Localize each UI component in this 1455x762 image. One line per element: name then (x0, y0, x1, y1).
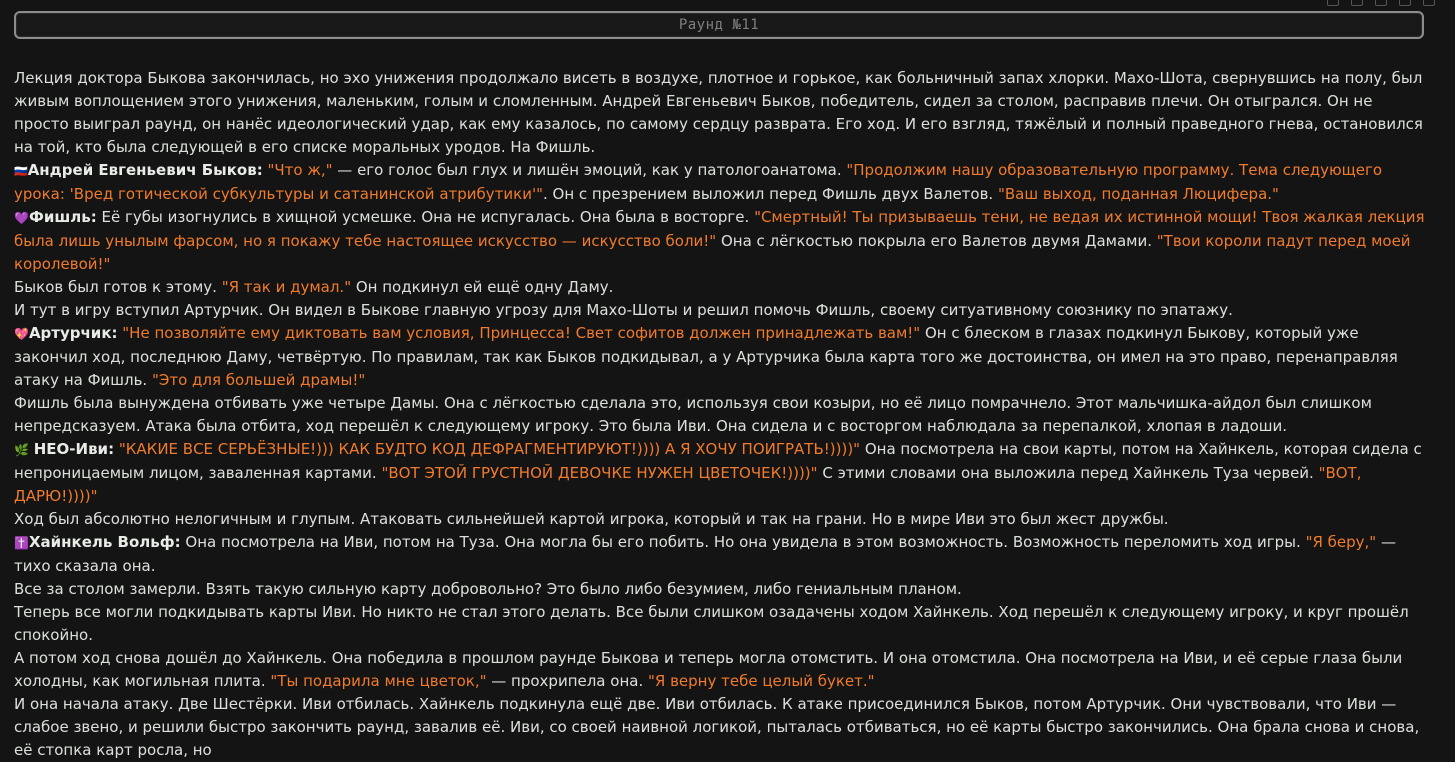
quote: "Я беру," (1305, 533, 1377, 551)
quote: "Я так и думал." (221, 278, 352, 296)
paragraph (14, 159, 1428, 206)
paragraph: Лекция доктора Быкова закончилась, но эхо унижения продолжало висеть в воздухе, плотное и горькое, как больничный запах хлорки. Махо-Шота, свернувшись на полу, был живым воплощением этого унижения, маленьким, голым и сломленным. Андрей Евгеньевич Быков, победитель, сидел за столом, расправив плечи. Он отыгрался. Он не просто выиграл раунд, он нанёс идеологический удар, как ему казалось, по самому сердцу разврата. Его ход. И его взгляд, тяжёлый и полный праведного гнева, остановился на той, кто была следующей в его списке моральных уродов. На Фишль. (14, 69, 1423, 156)
paragraph: Все за столом замерли. Взять такую сильную карту добровольно? Это было либо безумием, либо гениальным планом. (14, 580, 962, 598)
paragraph (14, 206, 1428, 276)
paragraph (14, 438, 1428, 508)
story-text (14, 67, 1428, 762)
control-icon[interactable] (1351, 0, 1363, 6)
round-banner (14, 11, 1424, 39)
quote: "Продолжим нашу образовательную программу. Тема следующего урока: 'Вред готической субкультуры и сатанинской атрибутики'" (14, 161, 1383, 203)
window-controls (1327, 0, 1435, 6)
quote: "Ваш выход, поданная Люцифера." (997, 185, 1279, 203)
paragraph (14, 276, 1428, 299)
narration: Он с блеском в глазах подкинул Быкову, который уже закончил ход, последнюю Даму, четвёртую. По правилам, так как Быков подкидывал, а у Артурчика была карта того же достоинства, он имел на это право, перенаправляя атаку на Фишль. (14, 324, 1398, 389)
control-icon[interactable] (1399, 0, 1411, 6)
quote: "Что ж," (267, 161, 333, 179)
paragraph: И тут в игру вступил Артурчик. Он видел в Быкове главную угрозу для Махо-Шоты и решил помочь Фишль, своему ситуативному союзнику по эпатажу. (14, 301, 1233, 319)
speaker-name: Андрей Евгеньевич Быков: (27, 161, 263, 179)
speaker-name: Артурчик: (28, 324, 118, 342)
narration: . Он с презрением выложил перед Фишль двух Валетов. (542, 185, 998, 203)
purple-heart-icon: 💜 (14, 211, 29, 225)
narration: Она посмотрела на Иви, потом на Туза. Она могла бы его побить. Но она увидела в этом возможность. Возможность переломить ход игры. (180, 533, 1306, 551)
narration: Её губы изогнулись в хищной усмешке. Она не испугалась. Она была в восторге. (96, 208, 755, 226)
paragraph (14, 647, 1428, 693)
narration: Быков был готов к этому. (14, 278, 222, 296)
quote: "КАКИЕ ВСЕ СЕРЬЁЗНЫЕ!))) КАК БУДТО КОД ДЕФРАГМЕНТИРУЮТ!)))) А Я ХОЧУ ПОИГРАТЬ!))))" (118, 440, 861, 458)
latin-cross-icon: ✝️ (14, 536, 29, 550)
narration: — тихо сказала она. (14, 533, 1396, 575)
round-title: Раунд №11 (678, 17, 760, 33)
quote: "Твои короли падут перед моей королевой!" (14, 232, 1411, 273)
paragraph (14, 322, 1428, 392)
control-icon[interactable] (1375, 0, 1387, 6)
speaker-name: Хайнкель Вольф: (28, 533, 181, 551)
top-window-strip (0, 0, 1455, 10)
speaker-name: НЕО-Иви: (33, 440, 115, 458)
quote: "Не позволяйте ему диктовать вам условия, Принцесса! Свет софитов должен принадлежать вам!" (122, 324, 921, 342)
control-icon[interactable] (1327, 0, 1339, 6)
herb-icon: 🌿 (14, 443, 29, 457)
quote: "ВОТ, ДАРЮ!))))" (14, 464, 1362, 505)
narration: — прохрипела она. (486, 672, 648, 690)
paragraph: Ход был абсолютно нелогичным и глупым. Атаковать сильнейшей картой игрока, который и так на грани. Но в мире Иви это был жест дружбы. (14, 510, 1169, 528)
narration: Она с лёгкостью покрыла его Валетов двумя Дамами. (716, 232, 1157, 250)
paragraph: Теперь все могли подкидывать карты Иви. Но никто не стал этого делать. Все были слишком озадачены ходом Хайнкель. Ход перешёл к следующему игроку, и круг прошёл спокойно. (14, 603, 1409, 644)
quote: "Я верну тебе целый букет." (647, 672, 875, 690)
russia-flag-icon: 🇷🇺 (14, 165, 28, 178)
control-icon[interactable] (1423, 0, 1435, 6)
quote: "Ты подарила мне цветок," (270, 672, 487, 690)
quote: "Это для большей драмы!" (151, 371, 366, 389)
narration: С этими словами она выложила перед Хайнкель Туза червей. (817, 464, 1319, 482)
paragraph: Фишль была вынуждена отбивать уже четыре Дамы. Она с лёгкостью сделала это, используя свои козыри, но её лицо помрачнело. Этот мальчишка-айдол был слишком непредсказуем. Атака была отбита, ход перешёл к следующему игроку. Это была Иви. Она сидела и с восторгом наблюдала за перепалкой, хлопая в ладоши. (14, 394, 1372, 435)
quote: "ВОТ ЭТОЙ ГРУСТНОЙ ДЕВОЧКЕ НУЖЕН ЦВЕТОЧЕК!))))" (381, 464, 818, 482)
sparkling-heart-icon: 💖 (14, 327, 29, 341)
narration: — его голос был глух и лишён эмоций, как у патологоанатома. (332, 161, 847, 179)
quote: "Смертный! Ты призываешь тени, не ведая их истинной мощи! Твоя жалкая лекция была лишь унылым фарсом, но я покажу тебе настоящее искусство — искусство боли!" (14, 208, 1425, 250)
narration: Она посмотрела на свои карты, потом на Хайнкель, которая сидела с непроницаемым лицом, заваленная картами. (14, 440, 1422, 482)
speaker-name: Фишль: (28, 208, 97, 226)
paragraph (14, 531, 1428, 578)
narration: Он подкинул ей ещё одну Даму. (351, 278, 614, 296)
narration: А потом ход снова дошёл до Хайнкель. Она победила в прошлом раунде Быкова и теперь могла отомстить. И она отомстила. Она посмотрела на Иви, и её серые глаза были холодны, как могильная плита. (14, 649, 1403, 690)
paragraph: И она начала атаку. Две Шестёрки. Иви отбилась. Хайнкель подкинула ещё две. Иви отбилась. К атаке присоединился Быков, потом Артурчик. Они чувствовали, что Иви — слабое звено, и решили быстро закончить раунд, завалив её. Иви, со своей наивной логикой, пыталась отбиваться, но её карты быстро закончились. Она брала снова и снова, её стопка карт росла, но (14, 695, 1420, 759)
